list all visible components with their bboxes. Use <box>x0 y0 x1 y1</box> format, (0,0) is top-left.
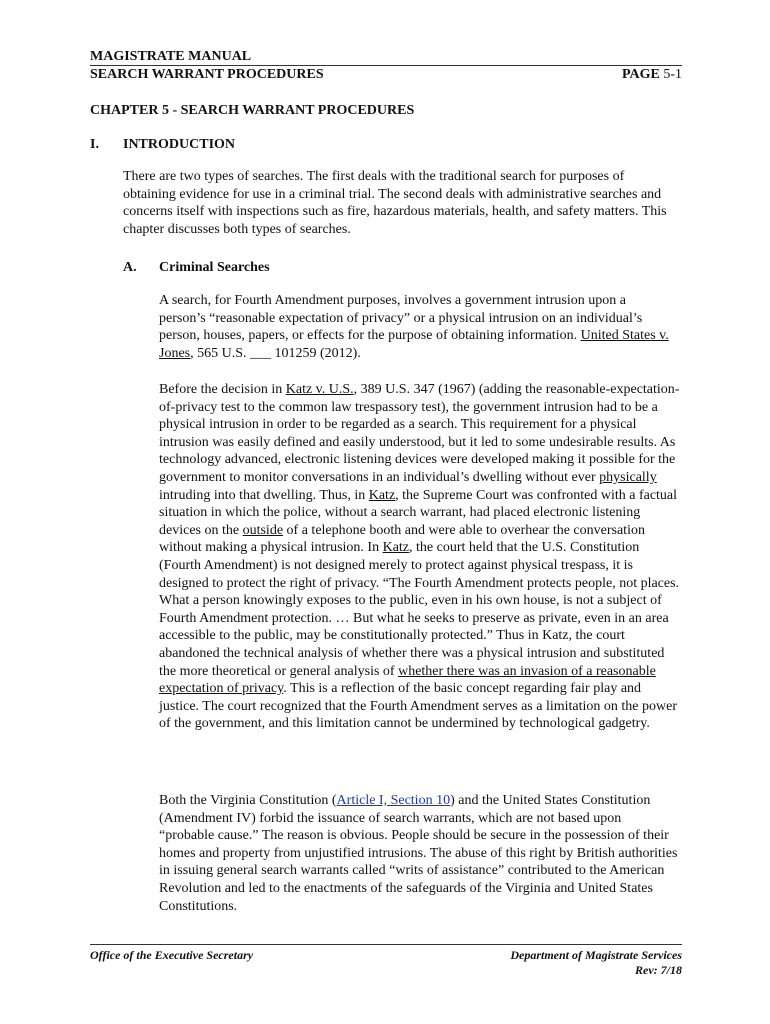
chapter-title: CHAPTER 5 - SEARCH WARRANT PROCEDURES <box>90 103 415 118</box>
footer-rule <box>90 944 682 945</box>
paragraph-katz <box>159 381 682 733</box>
case-citation-katz: Katz <box>368 487 396 503</box>
page-label: PAGE <box>621 67 660 82</box>
footer-department-name: Department of Magistrate Services <box>510 948 682 962</box>
text-run: Before the decision in <box>159 382 286 397</box>
paragraph-constitutions <box>159 792 679 915</box>
section-header-title: SEARCH WARRANT PROCEDURES <box>90 67 324 82</box>
intro-paragraph: There are two types of searches. The first deals with the traditional search for purposes of obtaining evidence for use in a criminal trial. The second deals with administrative searches and concerns itself with inspections such as fire, hazardous materials, health, and safety matters. This chapter discusses both types of searches. <box>123 169 667 237</box>
header-line <box>90 66 682 83</box>
text-run: ) and the United States Constitution (Amendment IV) forbid the issuance of search warrants, which are not based upon “probable cause.” The reason is obvious. People should be secure in the possession of their homes and property from unjustified intrusions. The abuse of this right by British authorities in issuing general search warrants called “writs of assistance” contributed to the American Revolution and led to the enactments of the safeguards of the Virginia and United States Constitutions. <box>159 793 678 914</box>
text-run: . This is a reflection of the basic concept regarding fair play and justice. The court recognized that the Fourth Amendment serves as a limitation on the power of the government, and this limitation cannot be undermined by technological gadgetry. <box>159 681 677 732</box>
footer-office: Office of the Executive Secretary <box>90 948 254 962</box>
text-run: A search, for Fourth Amendment purposes, involves a government intrusion upon a person’s “reasonable expectation of privacy” or a physical intrusion on an individual’s person, houses, papers, or effects for the purpose of obtaining information. <box>159 293 643 344</box>
text-run: , the court held that the U.S. Constitution (Fourth Amendment) is not designed merely to protect against physical trespass, it is designed to protect the right of privacy. “The Fourth Amendment protects people, not places. What a person knowingly exposes to the public, even in his own house, is not a subject of Fourth Amendment protection. … But what he seeks to preserve as private, even in an area accessible to the public, may be constitutionally protected.” Thus in Katz, the court abandoned the technical analysis of whether there was a physical intrusion and substituted the more theoretical or general analysis of <box>159 540 680 679</box>
case-citation-katz: Katz v. U.S. <box>285 382 354 397</box>
footer-revision: Rev: 7/18 <box>635 963 682 977</box>
section-heading <box>90 137 235 153</box>
section-title: INTRODUCTION <box>123 137 236 152</box>
text-run: intruding into that dwelling. Thus, in <box>159 487 369 503</box>
section-number: I. <box>90 137 99 152</box>
emphasis-physically: physically <box>599 469 657 485</box>
text-run: of a telephone booth and were able to overhear the conversation without making a physical intrusion. In <box>159 522 645 556</box>
text-run: Both the Virginia Constitution ( <box>159 793 337 808</box>
subsection-title: Criminal Searches <box>159 260 270 275</box>
article-i-section-10-link[interactable]: Article I, Section 10 <box>336 793 451 808</box>
text-run: , 565 U.S. ___ 101259 (2012). <box>190 345 361 361</box>
paragraph-search-definition <box>159 292 674 362</box>
text-run: , the Supreme Court was confronted with a factual situation in which the police, without a search warrant, had placed electronic listening devices on the <box>159 487 678 538</box>
case-citation-jones: United States v. Jones <box>159 328 669 361</box>
subsection-heading <box>123 260 270 276</box>
page-number-value: 5-1 <box>663 67 682 82</box>
manual-title: MAGISTRATE MANUAL <box>90 49 252 64</box>
emphasis-outside: outside <box>242 522 284 538</box>
emphasis-expectation-of-privacy: whether there was an invasion of a reasonable expectation of privacy <box>159 663 656 697</box>
text-run: , 389 U.S. 347 (1967) (adding the reasonable-expectation-of-privacy test to the common law trespassory test), the government intrusion had to be a physical intrusion in order to be regarded as a search. This requirement for a physical intrusion was easily defined and easily understood, but it led to some undesirable results. As technology advanced, electronic listening devices were developed making it possible for the government to monitor conversations in an individual’s dwelling without ever <box>159 382 680 485</box>
case-citation-katz: Katz <box>382 540 410 556</box>
subsection-number: A. <box>123 260 137 275</box>
page-number <box>622 66 682 83</box>
footer-department <box>510 948 682 978</box>
